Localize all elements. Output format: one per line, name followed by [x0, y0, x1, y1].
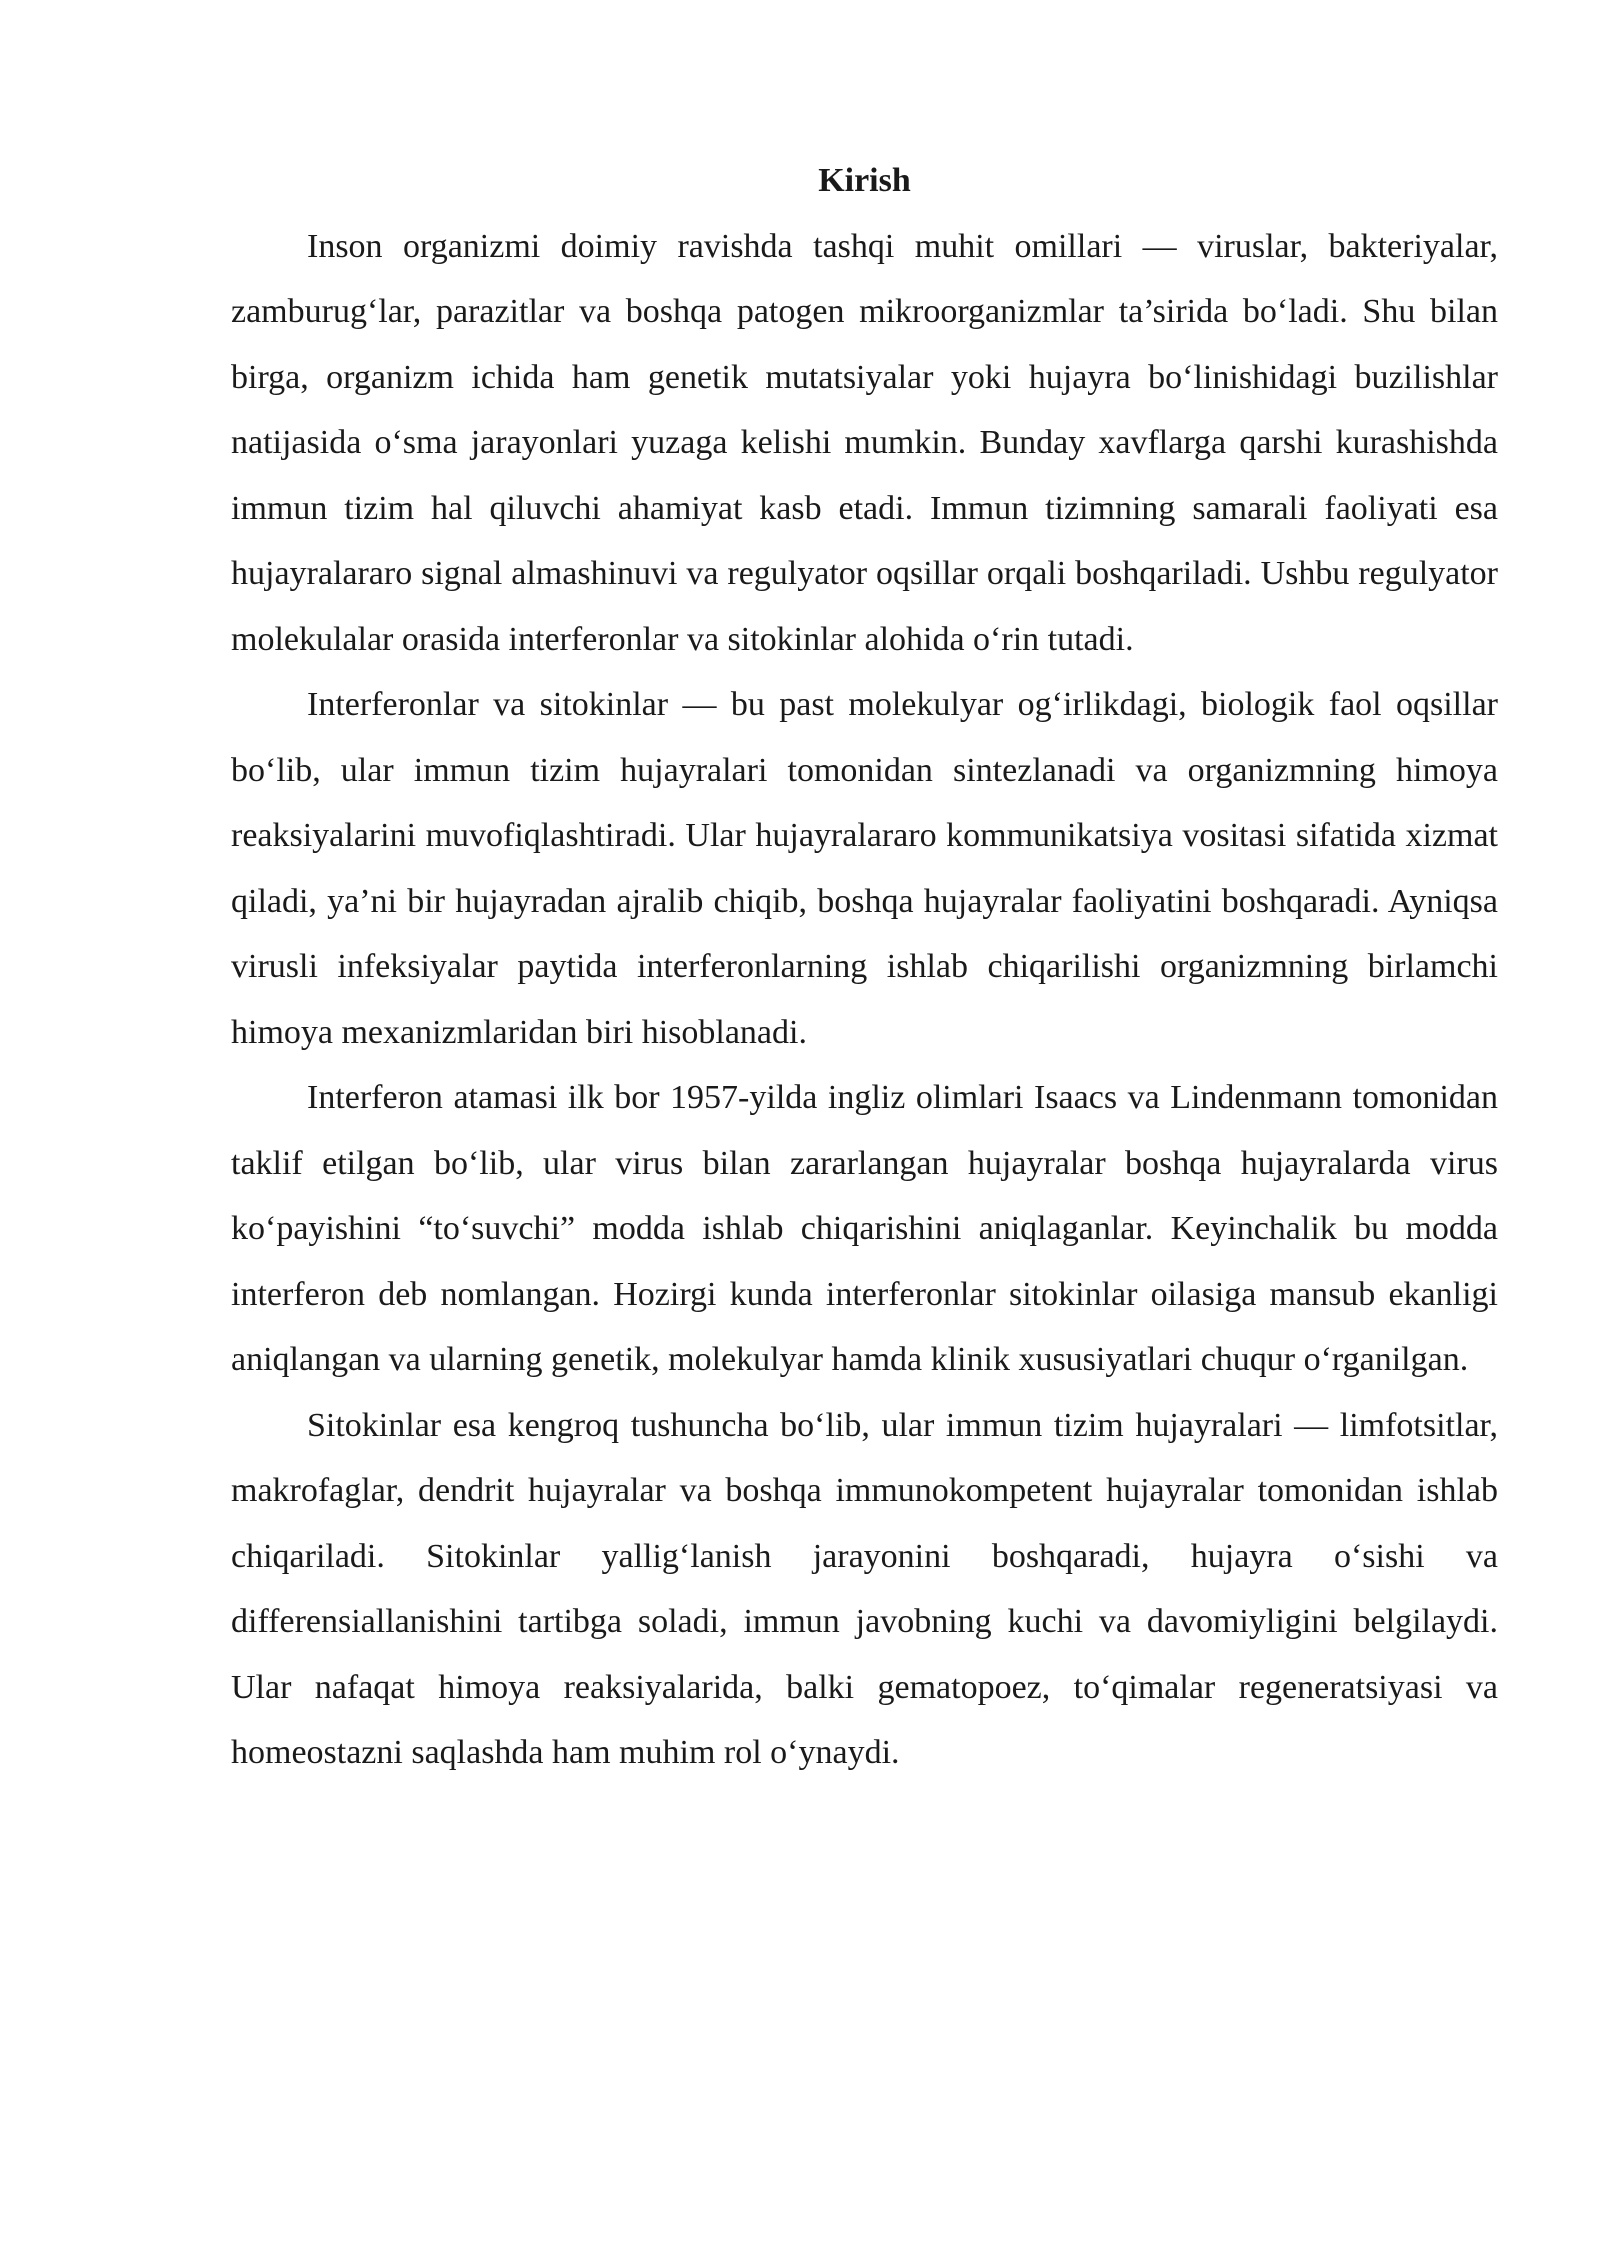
- page-title: Kirish: [818, 162, 911, 199]
- document-body: [231, 148, 1498, 1786]
- paragraph-intro: Inson organizmi doimiy ravishda tashqi muhit omillari — viruslar, bakteriyalar, zamburug‘lar, parazitlar va boshqa patogen mikroorganizmlar ta’sirida bo‘ladi. Shu bilan birga, organizm ichida ham genetik mutatsiyalar yoki hujayra bo‘linishidagi buzilishlar natijasida o‘sma jarayonlari yuzaga kelishi mumkin. Bunday xavflarga qarshi kurashishda immun tizim hal qiluvchi ahamiyat kasb etadi. Immun tizimning samarali faoliyati esa hujayralararo signal almashinuvi va regulyator oqsillar orqali boshqariladi. Ushbu regulyator molekulalar orasida interferonlar va sitokinlar alohida o‘rin tutadi.: [231, 227, 1498, 658]
- paragraph-interferons-cytokines: Interferonlar va sitokinlar — bu past molekulyar og‘irlikdagi, biologik faol oqsillar bo‘lib, ular immun tizim hujayralari tomonidan sintezlanadi va organizmning himoya reaksiyalarini muvofiqlashtiradi. Ular hujayralararo kommunikatsiya vositasi sifatida xizmat qiladi, ya’ni bir hujayradan ajralib chiqib, boshqa hujayralar faoliyatini boshqaradi. Ayniqsa virusli infeksiyalar paytida interferonlarning ishlab chiqarilishi organizmning birlamchi himoya mexanizmlaridan biri hisoblanadi.: [231, 686, 1498, 1051]
- paragraph-interferon-history: Interferon atamasi ilk bor 1957-yilda ingliz olimlari Isaacs va Lindenmann tomonidan taklif etilgan bo‘lib, ular virus bilan zararlangan hujayralar boshqa hujayralarda virus ko‘payishini “to‘suvchi” modda ishlab chiqarishini aniqlaganlar. Keyinchalik bu modda interferon deb nomlangan. Hozirgi kunda interferonlar sitokinlar oilasiga mansub ekanligi aniqlangan va ularning genetik, molekulyar hamda klinik xususiyatlari chuqur o‘rganilgan.: [231, 1079, 1498, 1378]
- paragraph-cytokines: Sitokinlar esa kengroq tushuncha bo‘lib, ular immun tizim hujayralari — limfotsitlar, makrofaglar, dendrit hujayralar va boshqa immunokompetent hujayralar tomonidan ishlab chiqariladi. Sitokinlar yallig‘lanish jarayonini boshqaradi, hujayra o‘sishi va differensiallanishini tartibga soladi, immun javobning kuchi va davomiyligini belgilaydi. Ular nafaqat himoya reaksiyalarida, balki gematopoez, to‘qimalar regeneratsiyasi va homeostazni saqlashda ham muhim rol o‘ynaydi.: [231, 1406, 1498, 1771]
